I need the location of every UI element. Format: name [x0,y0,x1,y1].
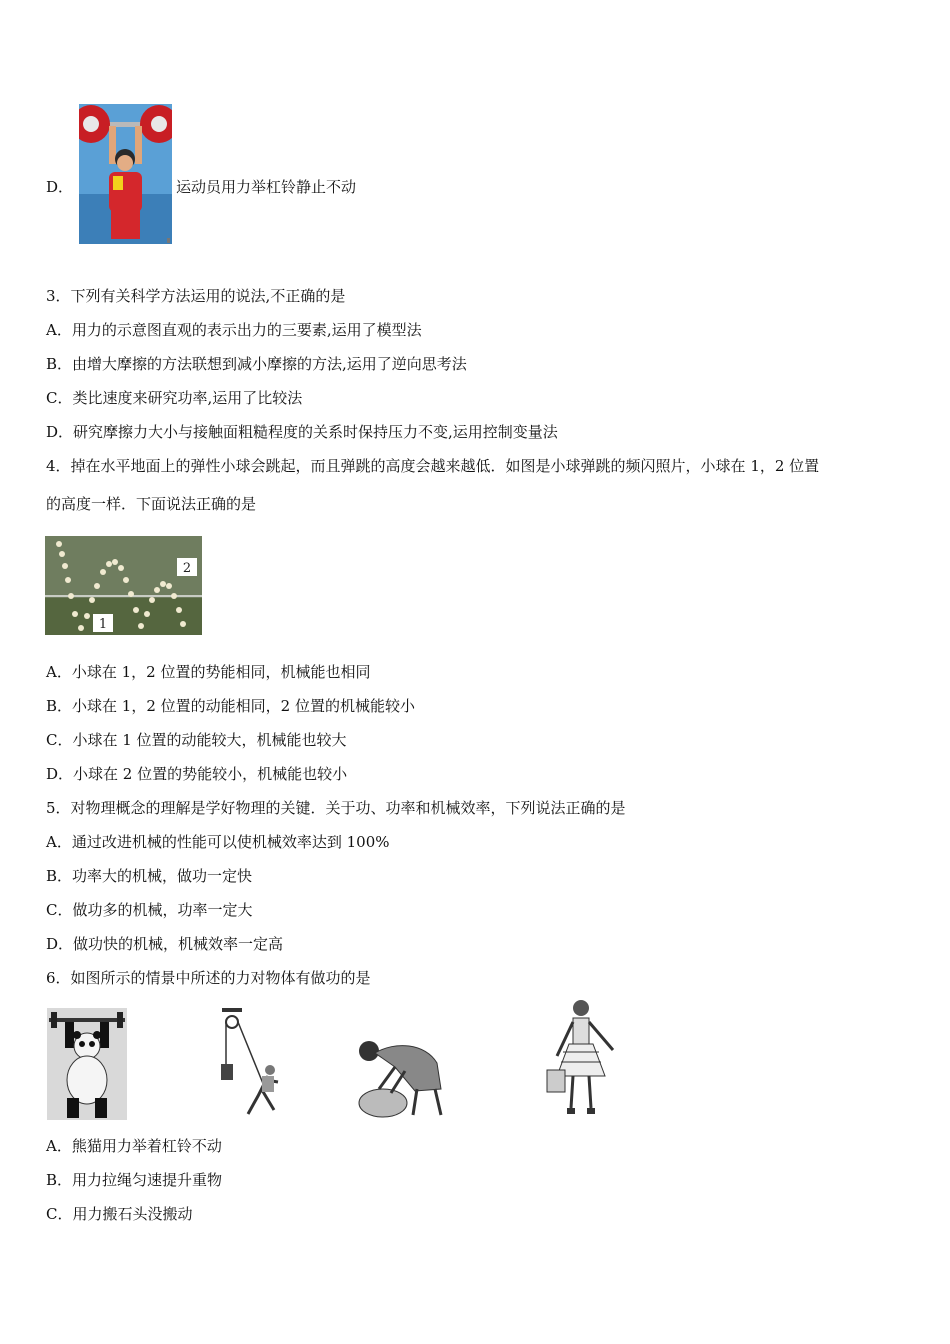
q4-option-a: A．小球在 1，2 位置的势能相同，机械能也相同 [46,663,371,681]
q4-stem-line1: 4．掉在水平地面上的弹性小球会跳起，而且弹跳的高度会越来越低．如图是小球弹跳的频闪照片，小球在 1，2 位置 [46,457,820,475]
q3-option-c: C．类比速度来研究功率,运用了比较法 [46,389,303,407]
q3-option-a: A．用力的示意图直观的表示出力的三要素,运用了模型法 [46,321,422,339]
q5-option-c: C．做功多的机械，功率一定大 [46,901,253,919]
q3-option-d: D．研究摩擦力大小与接触面粗糙程度的关系时保持压力不变,运用控制变量法 [46,423,558,441]
q6-option-a: A．熊猫用力举着杠铃不动 [46,1137,222,1155]
q3-option-b: B．由增大摩擦的方法联想到减小摩擦的方法,运用了逆向思考法 [46,355,467,373]
weightlifter-photo [79,104,172,244]
q6-option-c: C．用力搬石头没搬动 [46,1205,193,1223]
q2-option-d-label: D． [46,178,74,196]
q4-option-c: C．小球在 1 位置的动能较大，机械能也较大 [46,731,347,749]
q4-stem-line2: 的高度一样．下面说法正确的是 [46,495,257,513]
carrying-bucket-picture [543,996,617,1120]
q5-option-d: D．做功快的机械，机械效率一定高 [46,935,284,953]
panda-barbell-picture [47,1008,127,1120]
q5-option-a: A．通过改进机械的性能可以使机械效率达到 100% [46,833,390,851]
q5-option-b: B．功率大的机械，做功一定快 [46,867,253,885]
q3-stem: 3．下列有关科学方法运用的说法,不正确的是 [46,287,346,305]
q6-option-b: B．用力拉绳匀速提升重物 [46,1171,223,1189]
lifting-stone-picture [355,1023,449,1120]
q4-option-b: B．小球在 1，2 位置的动能相同，2 位置的机械能较小 [46,697,415,715]
bouncing-ball-photo [45,536,202,635]
q5-stem: 5．对物理概念的理解是学好物理的关键．关于功、功率和机械效率，下列说法正确的是 [46,799,626,817]
q2-option-d-text: 运动员用力举杠铃静止不动 [176,178,357,196]
ball-position-1-label: 1 [98,617,108,632]
q4-option-d: D．小球在 2 位置的势能较小，机械能也较小 [46,765,348,783]
q6-stem: 6．如图所示的情景中所述的力对物体有做功的是 [46,969,371,987]
ball-position-2-label: 2 [182,561,192,576]
rope-pulley-picture [218,1006,296,1122]
